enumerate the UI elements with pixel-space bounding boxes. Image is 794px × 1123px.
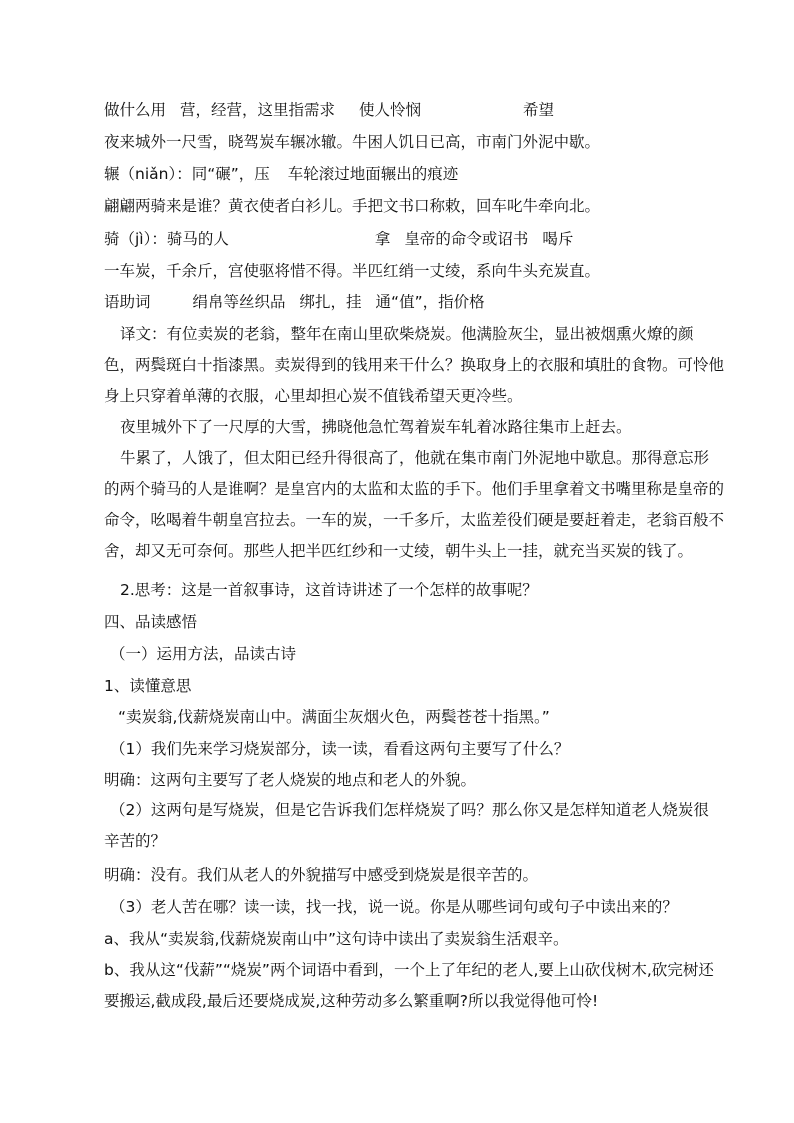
annotation-text: 绢帛等丝织品 (192, 293, 286, 311)
annotation-text: 辗（niǎn）：同“碾”，压 (104, 165, 270, 183)
section-heading: 四、品读感悟 (104, 613, 198, 631)
annotation-text: 营，经营，这里指需求 (180, 101, 336, 119)
translation-paragraph-2: 夜里城外下了一尺厚的大雪，拂晓他急忙驾着炭车轧着冰路往集市上赶去。 (120, 418, 632, 436)
question-line: 2.思考：这是一首叙事诗，这首诗讲述了一个怎样的故事呢？ (120, 581, 538, 599)
annotation-line-1 (104, 100, 554, 120)
annotation-line-5 (104, 229, 573, 249)
question-2: （2）这两句是写烧炭，但是它告诉我们怎样烧炭了吗？那么你又是怎样知道老人烧炭很辛苦的？ (104, 801, 709, 850)
step-heading: 1、读懂意思 (104, 677, 192, 695)
translation-paragraph-1: 译文：有位卖炭的老翁，整年在南山里砍柴烧炭。他满脸灰尘，显出被烟熏火燎的颜色，两鬓斑白十指漆黑。卖炭得到的钱用来干什么？换取身上的衣服和填肚的食物。可怜他身上只穿着单薄的衣服，心里却担心炭不值钱希望天更冷些。 (104, 325, 725, 405)
annotation-line-7 (104, 292, 485, 312)
annotation-text: 通“值”，指价格 (375, 293, 485, 311)
poem-quote: “卖炭翁,伐薪烧炭南山中。满面尘灰烟火色，两鬓苍苍十指黑。” (118, 708, 550, 726)
answer-a: a、我从“卖炭翁,伐薪烧炭南山中”这句诗中读出了卖炭翁生活艰辛。 (104, 930, 569, 948)
annotation-text: 车轮滚过地面辗出的痕迹 (287, 165, 459, 183)
annotation-text: 使人怜悯 (359, 101, 422, 119)
answer-2: 明确：没有。我们从老人的外貌描写中感受到烧炭是很辛苦的。 (104, 866, 539, 884)
annotation-text: 希望 (523, 101, 555, 119)
annotation-text: 喝斥 (542, 230, 574, 248)
answer-b: b、我从这“伐薪”“烧炭”两个词语中看到，一个上了年纪的老人,要上山砍伐树木,砍完树还要搬运,截成段,最后还要烧成炭,这种劳动多么繁重啊?所以我觉得他可怜! (104, 961, 714, 1010)
annotation-text: 绑扎，挂 (299, 293, 362, 311)
subsection-heading: （一）运用方法，品读古诗 (110, 645, 297, 663)
annotation-text: 拿 (374, 230, 391, 248)
annotation-text: 皇帝的命令或诏书 (404, 230, 529, 248)
annotation-line-3 (104, 164, 458, 184)
question-1: （1）我们先来学习烧炭部分，读一读，看看这两句主要写了什么？ (110, 740, 570, 758)
annotation-text: 语助词 (104, 293, 151, 311)
poem-line-6: 一车炭，千余斤，宫使驱将惜不得。半匹红绡一丈绫，系向牛头充炭直。 (104, 262, 601, 280)
answer-1: 明确：这两句主要写了老人烧炭的地点和老人的外貌。 (104, 771, 477, 789)
poem-line-2: 夜来城外一尺雪，晓驾炭车辗冰辙。牛困人饥日已高，市南门外泥中歇。 (104, 133, 601, 151)
annotation-text: 骑（jì）：骑马的人 (104, 230, 229, 248)
annotation-text: 做什么用 (104, 101, 167, 119)
question-3: （3）老人苦在哪？读一读，找一找，说一说。你是从哪些词句或句子中读出来的？ (110, 898, 678, 916)
translation-paragraph-3: 牛累了，人饿了，但太阳已经升得很高了，他就在集市南门外泥地中歇息。那得意忘形的两个骑马的人是谁啊？是皇宫内的太监和太监的手下。他们手里拿着文书嘴里称是皇帝的命令，吆喝着牛朝皇宫拉去。一车的炭，一千多斤，太监差役们硬是要赶着走，老翁百般不舍，却又无可奈何。那些人把半匹红纱和一丈绫，朝牛头上一挂，就充当买炭的钱了。 (104, 449, 725, 560)
poem-line-4: 翩翩两骑来是谁？黄衣使者白衫儿。手把文书口称敕，回车叱牛牵向北。 (104, 197, 601, 215)
